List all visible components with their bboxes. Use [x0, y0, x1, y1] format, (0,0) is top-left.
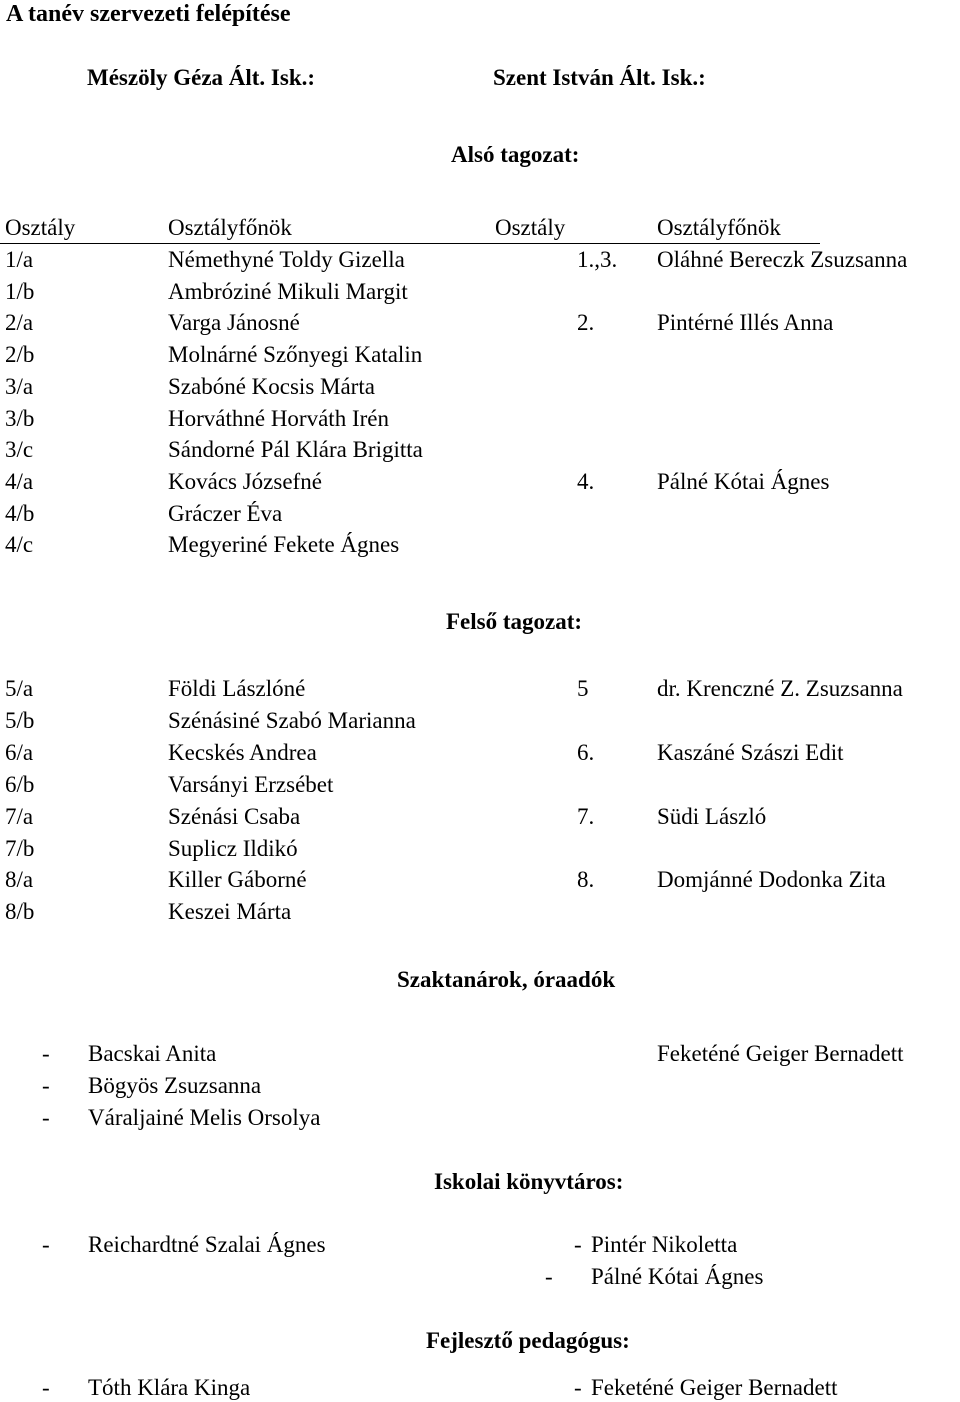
class-cell: 3/c	[5, 437, 34, 463]
class-cell-2: 1.,3.	[577, 247, 618, 272]
teacher-cell: Szénásiné Szabó Marianna	[168, 707, 416, 733]
header-osztalyfonok-1: Osztályfőnök	[168, 215, 292, 240]
list-item: Feketéné Geiger Bernadett	[591, 1375, 838, 1400]
class-cell: 1/a	[5, 247, 34, 272]
teacher-cell: Keszei Márta	[168, 899, 292, 925]
class-cell: 4/a	[5, 468, 34, 494]
teacher-cell-2: Domjánné Dodonka Zita	[657, 867, 886, 893]
class-cell: 2/a	[5, 310, 34, 336]
teacher-cell: Suplicz Ildikó	[168, 835, 298, 861]
list-dash: -	[42, 1073, 50, 1098]
class-cell: 5/a	[5, 676, 34, 701]
list-item: Bacskai Anita	[88, 1041, 217, 1066]
class-cell-2: 5	[577, 676, 589, 701]
class-cell: 4/c	[5, 532, 34, 558]
class-cell-2: 2.	[577, 310, 595, 336]
teacher-cell: Megyeriné Fekete Ágnes	[168, 532, 400, 558]
list-item: Reichardtné Szalai Ágnes	[88, 1232, 326, 1257]
teacher-cell: Varsányi Erzsébet	[168, 771, 334, 797]
header-underline	[0, 243, 820, 244]
list-item: Pálné Kótai Ágnes	[591, 1264, 764, 1289]
list-item: Bögyös Zsuzsanna	[88, 1073, 262, 1098]
teacher-cell: Szabóné Kocsis Márta	[168, 373, 375, 399]
class-cell-2: 6.	[577, 739, 595, 765]
class-cell: 6/b	[5, 771, 35, 797]
class-cell-2: 4.	[577, 468, 595, 494]
list-dash: -	[42, 1232, 50, 1257]
page-title: A tanév szervezeti felépítése	[6, 1, 291, 27]
header-osztaly-2: Osztály	[495, 215, 566, 240]
teacher-cell: Molnárné Szőnyegi Katalin	[168, 342, 423, 368]
teacher-cell: Kovács Józsefné	[168, 468, 322, 494]
class-cell: 3/a	[5, 373, 34, 399]
szaktanarok-heading: Szaktanárok, óraadók	[397, 967, 616, 992]
list-item: Váraljainé Melis Orsolya	[88, 1105, 321, 1130]
teacher-cell-2: Pintérné Illés Anna	[657, 310, 834, 336]
teacher-cell-2: Südi László	[657, 803, 767, 829]
teacher-cell: Kecskés Andrea	[168, 739, 317, 765]
felso-heading: Felső tagozat:	[446, 609, 583, 634]
also-heading: Alsó tagozat:	[451, 142, 580, 167]
teacher-cell: Némethyné Toldy Gizella	[168, 247, 405, 272]
class-cell: 5/b	[5, 707, 35, 733]
teacher-cell: Szénási Csaba	[168, 803, 301, 829]
teacher-cell: Ambróziné Mikuli Margit	[168, 278, 408, 304]
class-cell: 3/b	[5, 405, 35, 431]
teacher-cell-2: dr. Krenczné Z. Zsuzsanna	[657, 676, 903, 701]
class-cell: 6/a	[5, 739, 34, 765]
list-item: Tóth Klára Kinga	[88, 1375, 251, 1400]
class-cell: 8/b	[5, 899, 35, 925]
class-cell: 8/a	[5, 867, 34, 893]
teacher-cell: Varga Jánosné	[168, 310, 300, 336]
class-cell-2: 7.	[577, 803, 595, 829]
teacher-cell: Killer Gáborné	[168, 867, 307, 893]
school-left: Mészöly Géza Ált. Isk.:	[87, 65, 316, 90]
class-cell: 7/a	[5, 803, 34, 829]
list-dash: -	[42, 1041, 50, 1066]
teacher-cell-2: Kaszáné Szászi Edit	[657, 739, 844, 765]
class-cell: 1/b	[5, 278, 35, 304]
header-osztalyfonok-2: Osztályfőnök	[657, 215, 781, 240]
class-cell-2: 8.	[577, 867, 595, 893]
header-osztaly-1: Osztály	[5, 215, 76, 240]
list-dash: -	[574, 1375, 582, 1400]
fejleszto-heading: Fejlesztő pedagógus:	[426, 1328, 630, 1353]
konyvtaros-heading: Iskolai könyvtáros:	[434, 1169, 624, 1194]
class-cell: 2/b	[5, 342, 35, 368]
class-cell: 7/b	[5, 835, 35, 861]
teacher-cell: Földi Lászlóné	[168, 676, 306, 701]
teacher-cell: Horváthné Horváth Irén	[168, 405, 389, 431]
class-cell: 4/b	[5, 500, 35, 526]
list-item: Pintér Nikoletta	[591, 1232, 738, 1257]
list-dash: -	[42, 1105, 50, 1130]
list-dash: -	[545, 1264, 553, 1289]
teacher-cell: Gráczer Éva	[168, 500, 283, 526]
teacher-cell-2: Oláhné Bereczk Zsuzsanna	[657, 247, 908, 272]
school-right: Szent István Ált. Isk.:	[493, 65, 706, 90]
teacher-cell: Sándorné Pál Klára Brigitta	[168, 437, 423, 463]
list-item: Feketéné Geiger Bernadett	[657, 1041, 904, 1066]
teacher-cell-2: Pálné Kótai Ágnes	[657, 468, 830, 494]
list-dash: -	[574, 1232, 582, 1257]
list-dash: -	[42, 1375, 50, 1400]
